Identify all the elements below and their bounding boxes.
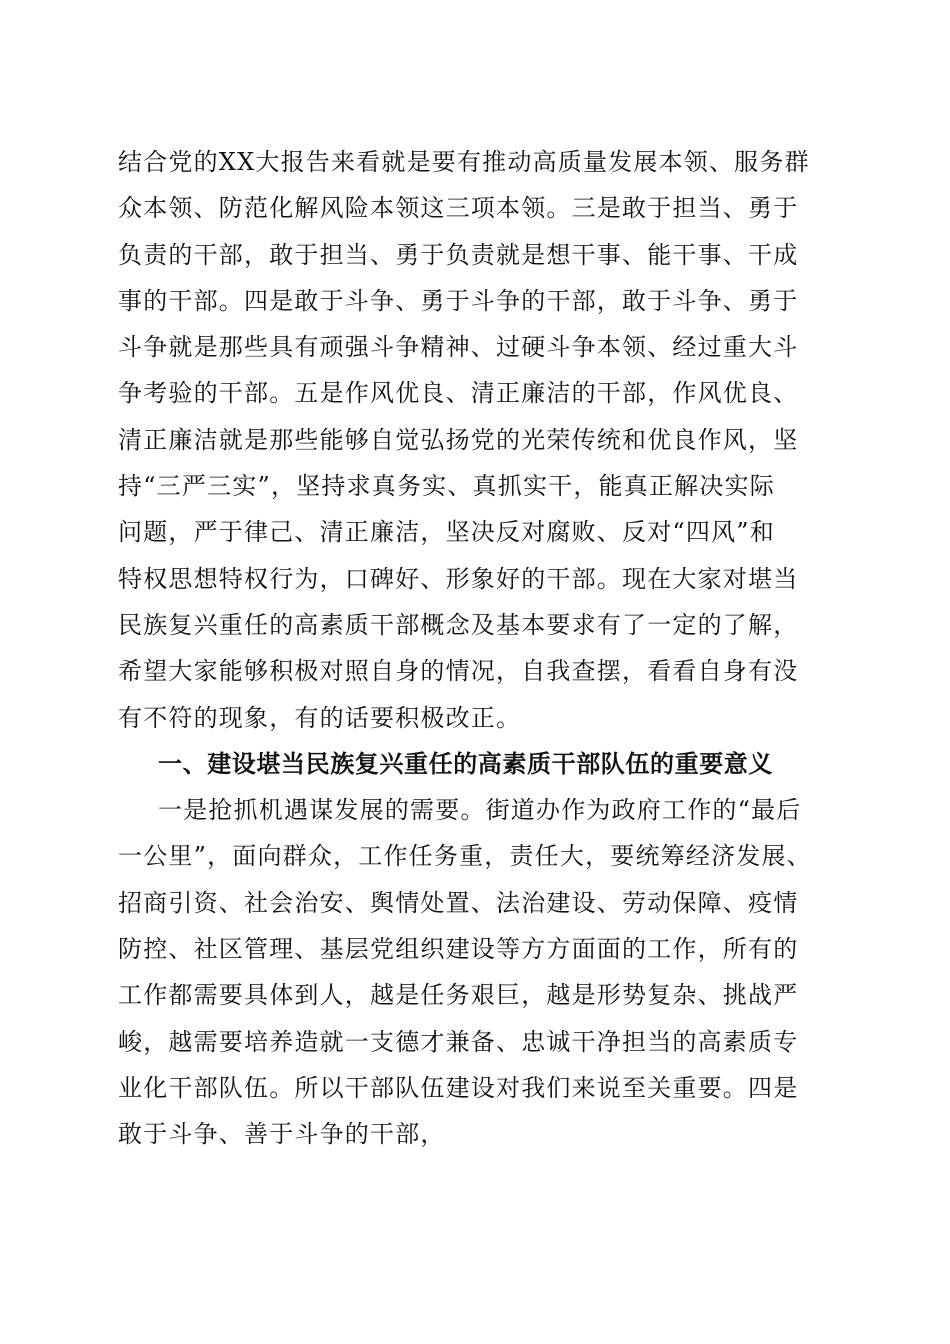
text-line: 民族复兴重任的高素质干部概念及基本要求有了一定的了解， (118, 610, 799, 639)
text-line: 一是抢抓机遇谋发展的需要。街道办作为政府工作的“最后 (158, 796, 802, 825)
text-line: 结合党的XX大报告来看就是要有推动高质量发展本领、服务群 (118, 148, 810, 176)
text-line: 负责的干部，敢于担当、勇于负责就是想干事、能干事、干成 (118, 240, 799, 269)
text-line: 希望大家能够积极对照自身的情况，自我查摆，看看自身有没 (118, 657, 799, 686)
text-line: 敢于斗争、善于斗争的干部， (118, 1120, 446, 1149)
text-line: 事的干部。四是敢于斗争、勇于斗争的干部，敢于斗争、勇于 (118, 286, 799, 315)
text-line: 峻，越需要培养造就一支德才兼备、忠诚干净担当的高素质专 (118, 1027, 799, 1056)
text-line: 有不符的现象，有的话要积极改正。 (118, 703, 522, 732)
text-line: 众本领、防范化解风险本领这三项本领。三是敢于担当、勇于 (118, 194, 799, 223)
text-line: 持“三严三实”，坚持求真务实、真抓实干，能真正解决实际 (118, 472, 775, 501)
paragraph-2 (118, 787, 838, 1157)
text-line: 业化干部队伍。所以干部队伍建设对我们来说至关重要。四是 (118, 1073, 799, 1102)
text-line: 招商引资、社会治安、舆情处置、法治建设、劳动保障、疫情 (118, 888, 799, 917)
text-line: 争考验的干部。五是作风优良、清正廉洁的干部，作风优良、 (118, 379, 799, 408)
text-line: 防控、社区管理、基层党组织建设等方方面面的工作，所有的 (118, 935, 799, 964)
section-heading: 一、建设堪当民族复兴重任的高素质干部队伍的重要意义 (158, 749, 773, 778)
text-line: 清正廉洁就是那些能够自觉弘扬党的光荣传统和优良作风，坚 (118, 425, 799, 454)
text-line: 工作都需要具体到人，越是任务艰巨，越是形势复杂、挑战严 (118, 981, 799, 1010)
text-line: 问题，严于律己、清正廉洁，坚决反对腐败、反对“四风”和 (118, 518, 775, 547)
text-line: 一公里”，面向群众，工作任务重，责任大，要统筹经济发展、 (118, 842, 812, 871)
paragraph-1 (118, 139, 838, 741)
text-line: 斗争就是那些具有顽强斗争精神、过硬斗争本领、经过重大斗 (118, 333, 799, 362)
document-body (118, 139, 838, 1158)
text-line: 特权思想特权行为，口碑好、形象好的干部。现在大家对堪当 (118, 564, 799, 593)
